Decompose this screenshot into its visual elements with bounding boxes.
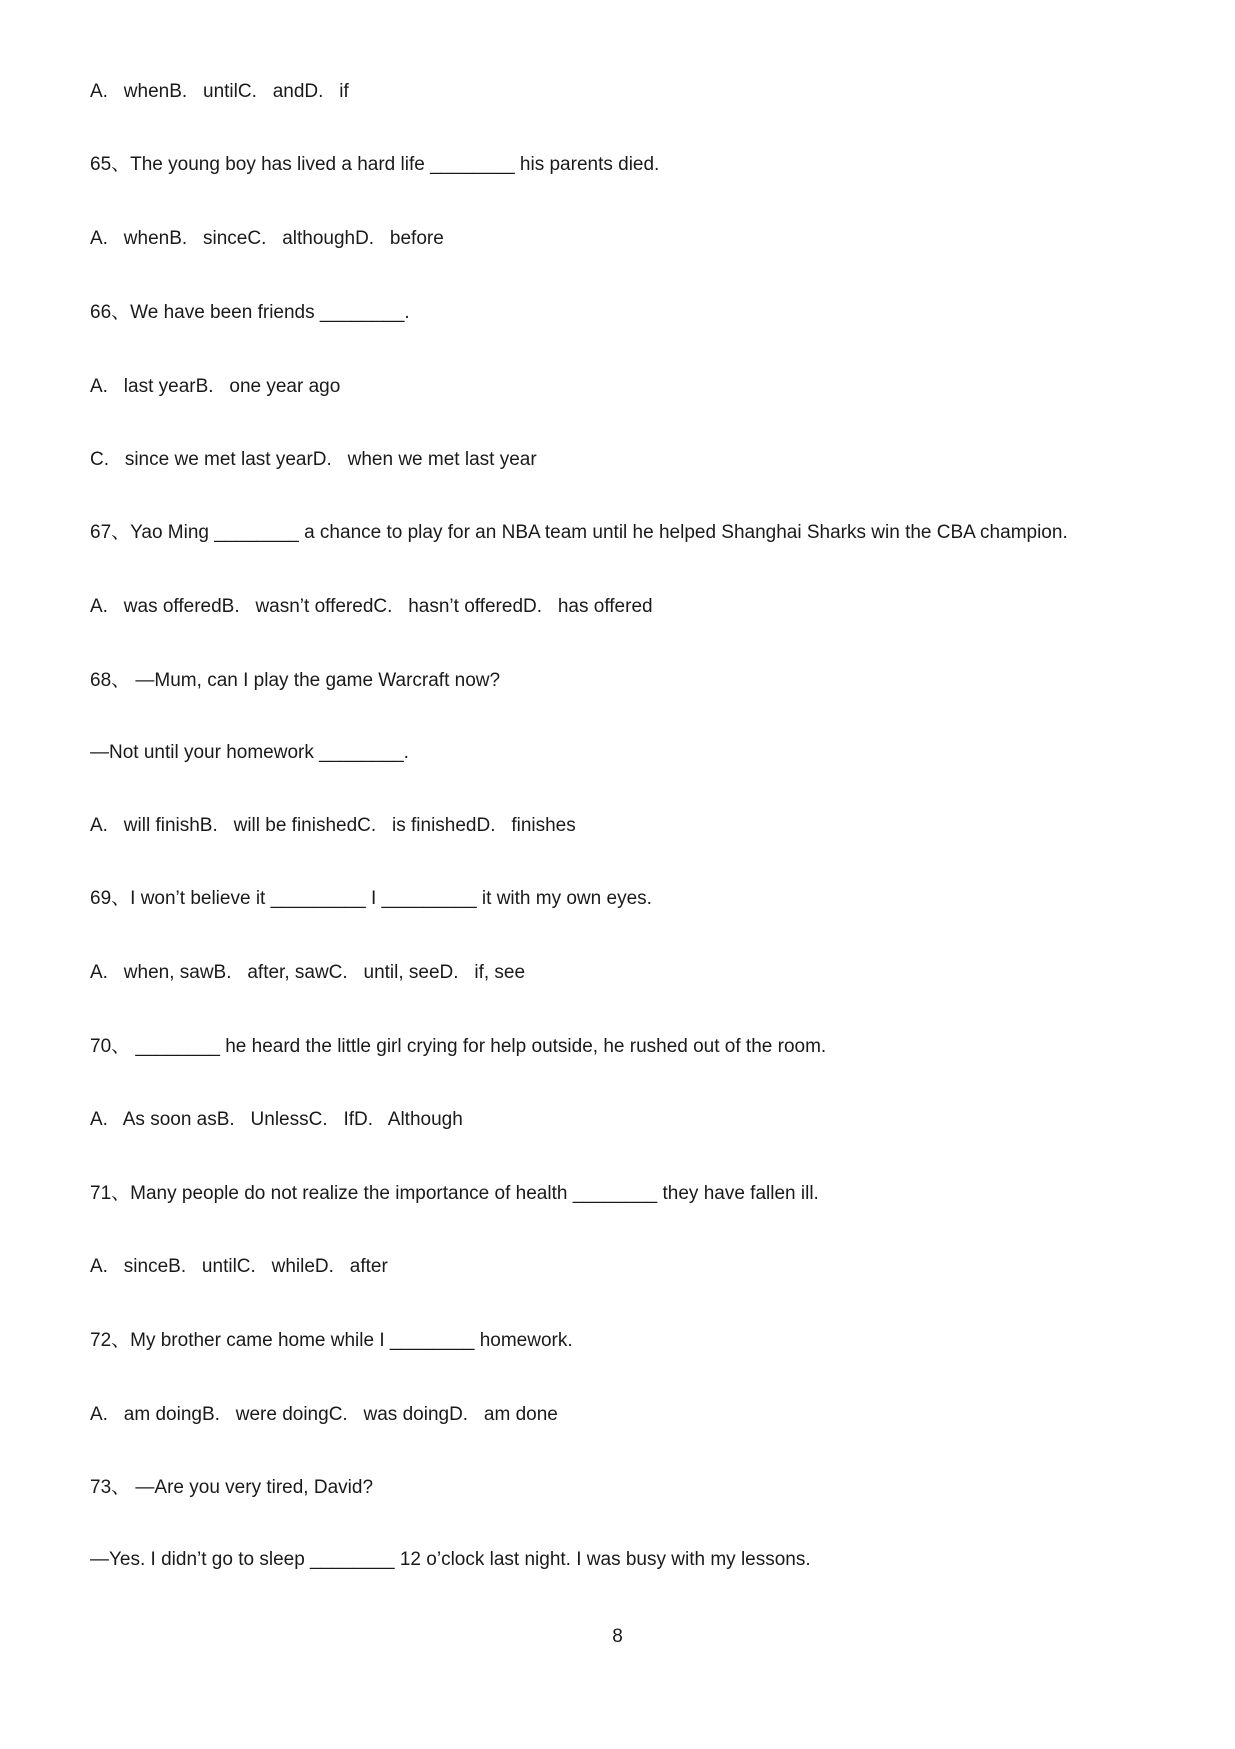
question-66: 66、We have been friends ________. — [90, 302, 410, 323]
options-70: A. As soon asB. UnlessC. IfD. Although — [90, 1109, 463, 1130]
question-73: 73、 —Are you very tired, David? — [90, 1477, 374, 1498]
options-66-cd: C. since we met last yearD. when we met last year — [90, 449, 537, 470]
question-71: 71、Many people do not realize the importance of health ________ they have fallen ill. — [90, 1183, 819, 1204]
page-number: 8 — [612, 1626, 623, 1647]
question-69: 69、I won’t believe it _________ I _________ it with my own eyes. — [90, 888, 652, 909]
question-70: 70、 ________ he heard the little girl crying for help outside, he rushed out of the room. — [90, 1036, 827, 1057]
options-71: A. sinceB. untilC. whileD. after — [90, 1256, 388, 1277]
options-67: A. was offeredB. wasn’t offeredC. hasn’t offeredD. has offered — [90, 596, 653, 617]
options-69: A. when, sawB. after, sawC. until, seeD. if, see — [90, 962, 526, 983]
question-68: 68、 —Mum, can I play the game Warcraft now? — [90, 670, 501, 691]
options-line-prev: A. whenB. untilC. andD. if — [90, 81, 349, 102]
question-67: 67、Yao Ming ________ a chance to play for an NBA team until he helped Shanghai Sharks win the CBA champion. — [90, 522, 1068, 543]
options-72: A. am doingB. were doingC. was doingD. am done — [90, 1404, 558, 1425]
options-66-ab: A. last yearB. one year ago — [90, 376, 341, 397]
question-68-reply: —Not until your homework ________. — [90, 742, 409, 763]
question-73-reply: —Yes. I didn’t go to sleep ________ 12 o’clock last night. I was busy with my lessons. — [90, 1549, 811, 1570]
options-65: A. whenB. sinceC. althoughD. before — [90, 228, 444, 249]
question-65: 65、The young boy has lived a hard life ________ his parents died. — [90, 154, 660, 175]
question-72: 72、My brother came home while I ________ homework. — [90, 1330, 573, 1351]
options-68: A. will finishB. will be finishedC. is finishedD. finishes — [90, 815, 576, 836]
